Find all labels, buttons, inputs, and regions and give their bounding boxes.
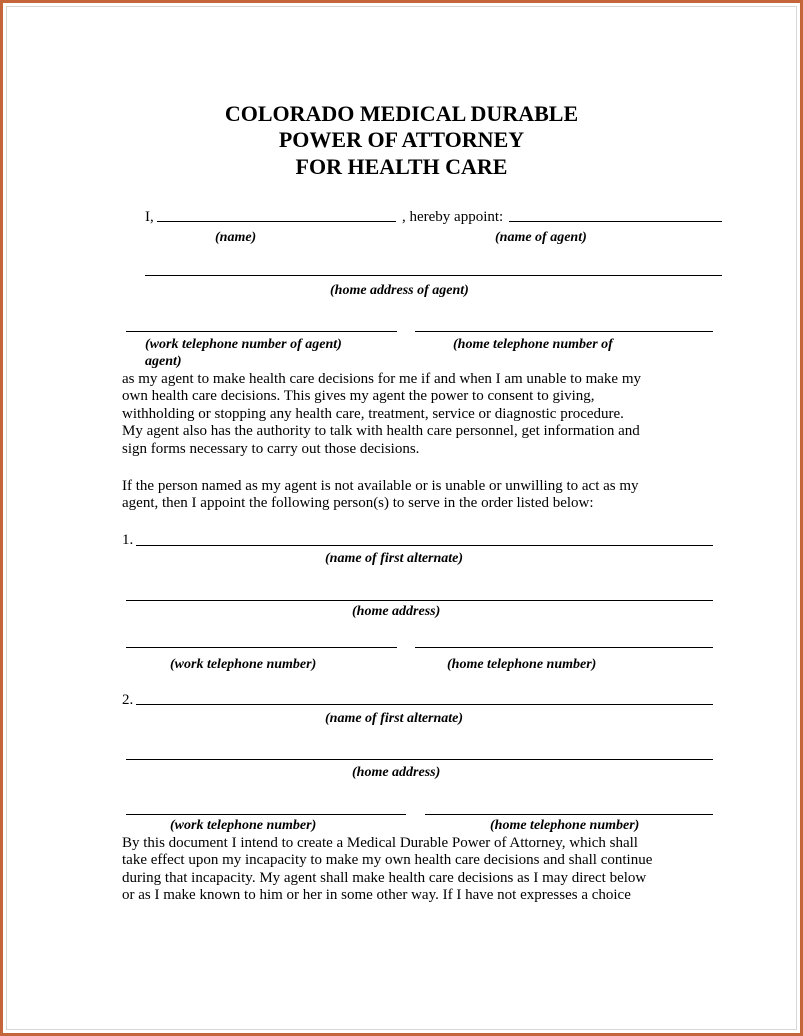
alternate-1-address-blank[interactable] <box>126 600 713 601</box>
alternate-1-home-phone-blank[interactable] <box>415 647 713 648</box>
agent-phone-label-wrap: agent) <box>145 354 182 369</box>
title-line-1: COLORADO MEDICAL DURABLE <box>224 101 579 126</box>
alternate-2-work-phone-label: (work telephone number) <box>170 818 317 833</box>
alternate-2-home-phone-label: (home telephone number) <box>490 818 640 833</box>
agent-home-address-label: (home address of agent) <box>330 283 469 298</box>
alternate-2-home-phone-blank[interactable] <box>425 814 713 815</box>
alternate-2-number: 2. <box>122 692 134 708</box>
authority-line: as my agent to make health care decisions for me if and when I am unable to make my <box>122 371 641 387</box>
appoint-hereby-text: , hereby appoint: <box>402 209 504 225</box>
alternate-1-work-phone-label: (work telephone number) <box>170 657 317 672</box>
alternate-1-address-label: (home address) <box>352 604 441 619</box>
agent-home-phone-label: (home telephone number of <box>453 337 613 352</box>
authority-line: sign forms necessary to carry out those decisions. <box>122 440 420 457</box>
intent-line: take effect upon my incapacity to make my own health care decisions and shall continue <box>122 852 653 869</box>
authority-line: own health care decisions. This gives my agent the power to consent to giving, <box>122 388 595 405</box>
alternate-line: agent, then I appoint the following person(s) to serve in the order listed below: <box>122 495 594 512</box>
title-line-2: POWER OF ATTORNEY <box>278 127 525 152</box>
agent-home-phone-blank[interactable] <box>415 331 713 332</box>
authority-paragraph <box>122 371 641 458</box>
alternate-2-name-label: (name of first alternate) <box>325 711 464 726</box>
agent-work-phone-blank[interactable] <box>126 331 397 332</box>
alternate-1-name-blank[interactable] <box>136 545 713 546</box>
agent-name-label: (name of agent) <box>495 230 587 245</box>
alternate-2-address-blank[interactable] <box>126 759 713 760</box>
appoint-prefix: I, <box>145 209 154 225</box>
name-blank[interactable] <box>157 221 396 222</box>
authority-line: My agent also has the authority to talk with health care personnel, get information and <box>122 423 640 440</box>
agent-home-address-blank[interactable] <box>145 275 722 276</box>
authority-line: withholding or stopping any health care, treatment, service or diagnostic procedure. <box>122 405 624 422</box>
alternate-paragraph <box>122 478 639 513</box>
intent-line: By this document I intend to create a Medical Durable Power of Attorney, which shall <box>122 835 638 851</box>
alternate-2-name-blank[interactable] <box>136 704 713 705</box>
alternate-2-address-label: (home address) <box>352 765 441 780</box>
agent-work-phone-label: (work telephone number of agent) <box>145 337 342 352</box>
intent-line: during that incapacity. My agent shall make health care decisions as I may direct below <box>122 869 647 886</box>
alternate-1-number: 1. <box>122 532 134 548</box>
alternate-1-home-phone-label: (home telephone number) <box>447 657 597 672</box>
intent-line: or as I make known to him or her in some other way. If I have not expresses a choice <box>122 887 631 904</box>
alternate-1-work-phone-blank[interactable] <box>126 647 397 648</box>
intent-paragraph <box>122 835 652 905</box>
name-label: (name) <box>215 230 257 245</box>
alternate-line: If the person named as my agent is not available or is unable or unwilling to act as my <box>122 478 639 494</box>
agent-name-blank[interactable] <box>509 221 722 222</box>
alternate-1-name-label: (name of first alternate) <box>325 551 464 566</box>
alternate-2-work-phone-blank[interactable] <box>126 814 406 815</box>
title-line-3: FOR HEALTH CARE <box>295 154 508 179</box>
